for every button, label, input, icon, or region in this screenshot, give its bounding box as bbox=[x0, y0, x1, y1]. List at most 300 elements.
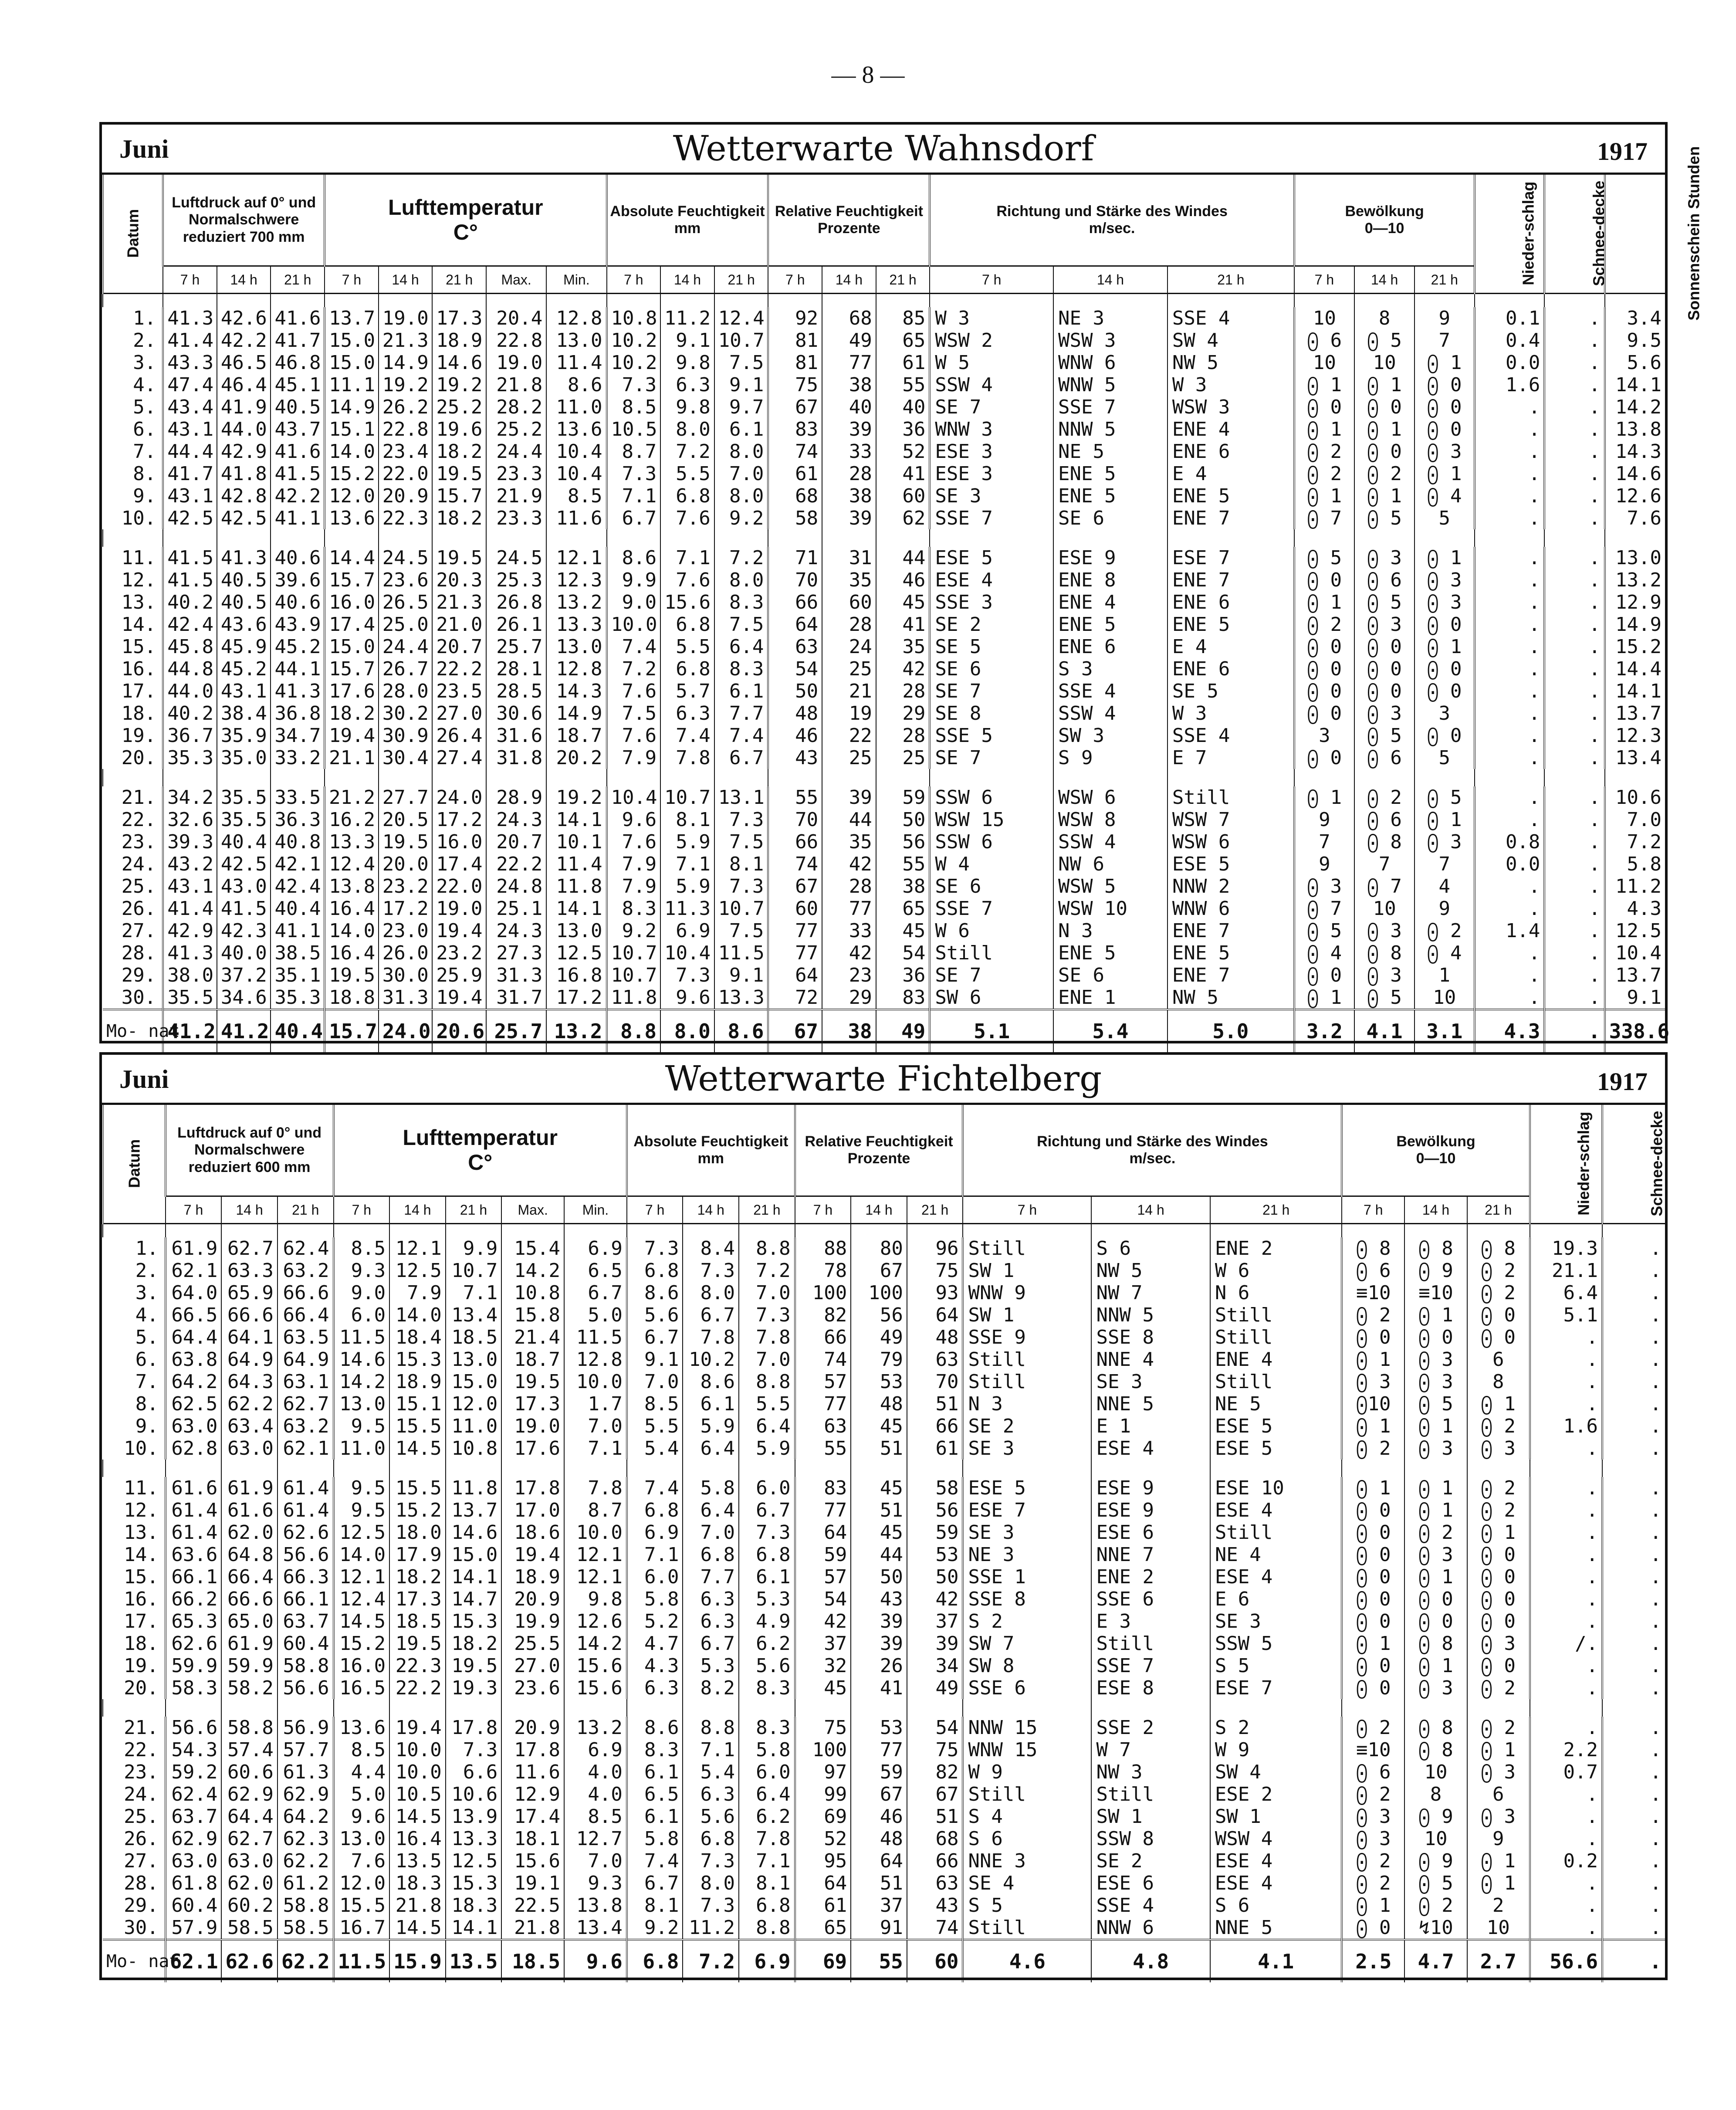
data-cell: 41 bbox=[876, 613, 930, 636]
data-cell: 58 bbox=[907, 1477, 963, 1499]
data-cell: 38 bbox=[822, 374, 876, 396]
table-row bbox=[103, 809, 1665, 831]
data-cell: 19.4 bbox=[432, 920, 486, 942]
data-cell: 24.5 bbox=[486, 547, 546, 569]
data-cell: 7.5 bbox=[714, 831, 768, 853]
data-cell: 8.1 bbox=[627, 1894, 683, 1917]
data-cell: Still bbox=[1210, 1304, 1342, 1326]
data-cell: ⨀ 1 bbox=[1467, 1739, 1530, 1761]
spacer-cell bbox=[446, 1460, 502, 1477]
spacer-cell bbox=[103, 294, 163, 308]
data-cell: 9.8 bbox=[564, 1588, 627, 1610]
spacer-cell bbox=[768, 294, 822, 308]
data-cell: ⨀ 1 bbox=[1404, 1477, 1467, 1499]
data-cell: 65 bbox=[795, 1917, 851, 1940]
data-cell: 59.9 bbox=[221, 1655, 277, 1677]
monthly-mean-cell: 20.6 bbox=[432, 1009, 486, 1052]
data-cell: 11.4 bbox=[546, 352, 606, 374]
subheader-14h: 14 h bbox=[683, 1196, 739, 1224]
data-cell: . bbox=[1530, 1521, 1602, 1544]
data-cell: ⨀ 2 bbox=[1294, 613, 1354, 636]
data-cell: 6.8 bbox=[739, 1894, 795, 1917]
day-cell: 15. bbox=[124, 1566, 159, 1588]
data-cell: . bbox=[1602, 1282, 1665, 1304]
data-cell: 38.5 bbox=[271, 942, 325, 964]
data-cell: ENE 7 bbox=[1167, 569, 1294, 591]
data-cell: 41 bbox=[851, 1677, 907, 1699]
data-cell: E 4 bbox=[1167, 463, 1294, 485]
data-cell: 42.3 bbox=[217, 920, 271, 942]
data-cell: 46 bbox=[768, 725, 822, 747]
data-cell: 17.3 bbox=[432, 307, 486, 329]
monthly-mean-cell: 6.8 bbox=[627, 1940, 683, 1982]
data-cell: 62.4 bbox=[166, 1783, 222, 1805]
spacer-cell bbox=[768, 529, 822, 547]
table-row bbox=[103, 1499, 1665, 1521]
day-cell: 21. bbox=[124, 1717, 159, 1739]
data-cell: 39 bbox=[851, 1610, 907, 1632]
data-cell: 12.8 bbox=[546, 307, 606, 329]
data-cell: 7.1 bbox=[607, 485, 661, 507]
data-cell: 25.2 bbox=[486, 418, 546, 440]
data-cell: 11.0 bbox=[334, 1437, 390, 1460]
data-cell: ⨀ 5 bbox=[1354, 329, 1415, 352]
data-cell: 61 bbox=[795, 1894, 851, 1917]
data-cell: S 5 bbox=[963, 1894, 1091, 1917]
data-cell: ⨀ 0 bbox=[1342, 1326, 1404, 1348]
data-cell: 42.9 bbox=[163, 920, 217, 942]
data-cell: 9.6 bbox=[334, 1805, 390, 1828]
data-cell: 62.9 bbox=[277, 1783, 334, 1805]
data-cell: 7.8 bbox=[739, 1828, 795, 1850]
data-cell: 66.4 bbox=[277, 1304, 334, 1326]
data-cell: Still bbox=[963, 1348, 1091, 1371]
data-cell: 55 bbox=[768, 786, 822, 809]
data-cell: 62.3 bbox=[277, 1828, 334, 1850]
data-cell: 43.3 bbox=[163, 352, 217, 374]
data-cell: ESE 3 bbox=[930, 463, 1053, 485]
subheader-21h: 21 h bbox=[907, 1196, 963, 1224]
spacer-cell bbox=[379, 294, 433, 308]
subheader-7h: 7 h bbox=[963, 1196, 1091, 1224]
data-cell: . bbox=[1544, 440, 1604, 463]
monthly-mean-cell: 338.6 bbox=[1605, 1009, 1665, 1052]
data-cell: . bbox=[1602, 1610, 1665, 1632]
monthly-mean-cell: 41.2 bbox=[163, 1009, 217, 1052]
data-cell: 26.4 bbox=[432, 725, 486, 747]
data-cell: ⨀ 8 bbox=[1354, 831, 1415, 853]
data-cell: ⨀ 3 bbox=[1404, 1677, 1467, 1699]
data-cell: 32.6 bbox=[163, 809, 217, 831]
spacer-cell bbox=[432, 529, 486, 547]
data-cell: 100 bbox=[795, 1282, 851, 1304]
data-cell: 61.4 bbox=[277, 1477, 334, 1499]
data-cell: 6.7 bbox=[607, 507, 661, 529]
data-cell: 21 bbox=[822, 680, 876, 702]
monthly-mean-cell: 4.7 bbox=[1404, 1940, 1467, 1982]
data-cell: 7 bbox=[1415, 329, 1475, 352]
data-cell: 19.4 bbox=[501, 1544, 564, 1566]
data-cell: . bbox=[1602, 1371, 1665, 1393]
data-cell: SSE 4 bbox=[1053, 680, 1167, 702]
data-cell: 6.0 bbox=[739, 1477, 795, 1499]
data-cell: 68 bbox=[907, 1828, 963, 1850]
spacer-cell bbox=[963, 1460, 1091, 1477]
data-cell: ⨀ 9 bbox=[1404, 1805, 1467, 1828]
data-cell: ⨀ 2 bbox=[1415, 920, 1475, 942]
data-cell: . bbox=[1530, 1437, 1602, 1460]
monthly-mean-cell: 40.4 bbox=[271, 1009, 325, 1052]
data-cell: 30.4 bbox=[379, 747, 433, 769]
data-cell: W 9 bbox=[963, 1761, 1091, 1783]
data-cell: . bbox=[1475, 986, 1544, 1009]
data-cell: 12.4 bbox=[714, 307, 768, 329]
data-cell: ⨀ 3 bbox=[1467, 1437, 1530, 1460]
data-cell: 41.4 bbox=[163, 898, 217, 920]
data-cell: Still bbox=[1167, 786, 1294, 809]
subheader-7h: 7 h bbox=[1342, 1196, 1404, 1224]
spacer-cell bbox=[1053, 769, 1167, 786]
data-cell: 10.8 bbox=[501, 1282, 564, 1304]
data-cell: ⨀ 0 bbox=[1354, 636, 1415, 658]
wind-header: Richtung und Stärke des Windes m/sec. bbox=[930, 175, 1294, 266]
table-row bbox=[103, 1717, 1665, 1739]
monthly-mean-cell: 41.2 bbox=[217, 1009, 271, 1052]
data-cell: 6.9 bbox=[564, 1237, 627, 1260]
data-cell: 14.9 bbox=[546, 702, 606, 725]
spacer-cell bbox=[739, 1699, 795, 1717]
abs-humidity-header: Absolute Feuchtigkeit mm bbox=[627, 1105, 795, 1196]
data-cell: ⨀ 5 bbox=[1404, 1393, 1467, 1415]
data-cell: 29 bbox=[822, 986, 876, 1009]
data-cell: 9.6 bbox=[660, 986, 714, 1009]
data-cell: 19.5 bbox=[446, 1655, 502, 1677]
spacer-cell bbox=[486, 769, 546, 786]
data-cell: 59 bbox=[907, 1521, 963, 1544]
table-row bbox=[103, 352, 1665, 374]
data-cell: 5.3 bbox=[739, 1588, 795, 1610]
data-cell: 7.0 bbox=[1605, 809, 1665, 831]
data-cell: 65.9 bbox=[221, 1282, 277, 1304]
data-cell: 7.2 bbox=[739, 1260, 795, 1282]
data-cell: 30.0 bbox=[379, 964, 433, 986]
data-cell: S 9 bbox=[1053, 747, 1167, 769]
data-cell: 14.0 bbox=[325, 440, 379, 463]
data-cell: 6.6 bbox=[446, 1761, 502, 1783]
data-cell: ⨀ 3 bbox=[1354, 702, 1415, 725]
data-cell: 67 bbox=[768, 396, 822, 418]
data-cell: 65.3 bbox=[166, 1610, 222, 1632]
data-cell: NNW 15 bbox=[963, 1717, 1091, 1739]
data-cell: 19.5 bbox=[325, 964, 379, 986]
data-cell: 26.1 bbox=[486, 613, 546, 636]
data-cell: ⨀ 2 bbox=[1467, 1477, 1530, 1499]
spacer-cell bbox=[795, 1699, 851, 1717]
data-cell: 14.1 bbox=[446, 1917, 502, 1940]
data-cell: 15.4 bbox=[501, 1237, 564, 1260]
subheader-14h: 14 h bbox=[851, 1196, 907, 1224]
data-cell: ⨀ 0 bbox=[1467, 1655, 1530, 1677]
day-cell: 3. bbox=[133, 352, 156, 374]
data-cell: 12.8 bbox=[546, 658, 606, 680]
data-cell: 5.5 bbox=[739, 1393, 795, 1415]
data-cell: 37 bbox=[851, 1894, 907, 1917]
data-cell: 18.2 bbox=[389, 1566, 446, 1588]
data-cell: SSE 2 bbox=[1091, 1717, 1210, 1739]
data-cell: NNW 2 bbox=[1167, 875, 1294, 898]
data-cell: 42.2 bbox=[271, 485, 325, 507]
data-cell: 17.6 bbox=[325, 680, 379, 702]
data-cell: ⨀ 1 bbox=[1467, 1850, 1530, 1872]
data-cell: 10.4 bbox=[546, 463, 606, 485]
subheader-14h: 14 h bbox=[379, 266, 433, 294]
data-cell: 46.5 bbox=[217, 352, 271, 374]
spacer-cell bbox=[1605, 294, 1665, 308]
data-cell: 17.2 bbox=[379, 898, 433, 920]
data-cell: W 7 bbox=[1091, 1739, 1210, 1761]
data-cell: 66.4 bbox=[221, 1566, 277, 1588]
data-cell: 15.6 bbox=[501, 1850, 564, 1872]
data-cell: 50 bbox=[876, 809, 930, 831]
monthly-means-row bbox=[103, 1009, 1665, 1052]
table-row bbox=[103, 853, 1665, 875]
data-cell: . bbox=[1544, 547, 1604, 569]
data-cell: 0.0 bbox=[1475, 853, 1544, 875]
data-cell: 35.9 bbox=[217, 725, 271, 747]
data-cell: 8.3 bbox=[714, 658, 768, 680]
data-cell: SE 2 bbox=[963, 1415, 1091, 1437]
data-cell: 15.3 bbox=[446, 1872, 502, 1894]
data-cell: 21.9 bbox=[486, 485, 546, 507]
day-cell: 19. bbox=[121, 725, 156, 747]
data-cell: 64.4 bbox=[221, 1805, 277, 1828]
day-cell: 5. bbox=[133, 396, 156, 418]
data-cell: 27.7 bbox=[379, 786, 433, 809]
data-cell: 17.8 bbox=[501, 1477, 564, 1499]
data-cell: 5.7 bbox=[660, 680, 714, 702]
data-cell: 7.6 bbox=[607, 725, 661, 747]
data-cell: 29 bbox=[876, 702, 930, 725]
data-cell: Still bbox=[1210, 1371, 1342, 1393]
data-cell: ESE 5 bbox=[1167, 853, 1294, 875]
spacer-cell bbox=[103, 1460, 166, 1477]
snow-header bbox=[1544, 175, 1608, 294]
data-cell: 19.0 bbox=[501, 1415, 564, 1437]
station-table-fichtelberg bbox=[99, 1052, 1668, 1980]
monthly-mean-cell: 4.6 bbox=[963, 1940, 1091, 1982]
monthly-mean-cell: 62.1 bbox=[166, 1940, 222, 1982]
data-cell: 20.9 bbox=[379, 485, 433, 507]
data-cell: ESE 6 bbox=[1091, 1521, 1210, 1544]
data-cell: 6.1 bbox=[714, 418, 768, 440]
data-cell: 39.6 bbox=[271, 569, 325, 591]
data-cell: 5.6 bbox=[627, 1304, 683, 1326]
data-cell: . bbox=[1475, 507, 1544, 529]
data-cell: ⨀ 1 bbox=[1415, 463, 1475, 485]
data-cell: SW 1 bbox=[963, 1260, 1091, 1282]
data-cell: 51 bbox=[851, 1437, 907, 1460]
data-cell: 79 bbox=[851, 1348, 907, 1371]
data-cell: 8.0 bbox=[714, 440, 768, 463]
data-cell: ⨀ 0 bbox=[1342, 1917, 1404, 1940]
data-cell: . bbox=[1544, 307, 1604, 329]
data-cell: 23.5 bbox=[432, 680, 486, 702]
station-title-bar bbox=[102, 1055, 1665, 1105]
data-cell: NNW 5 bbox=[1091, 1304, 1210, 1326]
spacer-cell bbox=[1544, 529, 1604, 547]
data-cell: ⨀ 3 bbox=[1404, 1437, 1467, 1460]
data-cell: 61.8 bbox=[166, 1872, 222, 1894]
data-cell: 77 bbox=[795, 1499, 851, 1521]
data-cell: . bbox=[1544, 569, 1604, 591]
data-cell: 74 bbox=[795, 1348, 851, 1371]
day-cell: 24. bbox=[121, 853, 156, 875]
data-cell: ⨀ 2 bbox=[1354, 463, 1415, 485]
cloud-header: Bewölkung 0—10 bbox=[1294, 175, 1475, 266]
day-cell: 4. bbox=[135, 1304, 159, 1326]
data-cell: SSE 8 bbox=[963, 1588, 1091, 1610]
data-cell: NE 5 bbox=[1053, 440, 1167, 463]
snow-header-text: Schnee-decke bbox=[1590, 181, 1608, 287]
data-cell: 6.7 bbox=[683, 1632, 739, 1655]
data-cell: 25.3 bbox=[486, 569, 546, 591]
data-cell: 74 bbox=[907, 1917, 963, 1940]
data-cell: 25 bbox=[822, 658, 876, 680]
day-cell: 7. bbox=[133, 440, 156, 463]
data-cell: 15.2 bbox=[325, 463, 379, 485]
data-cell: . bbox=[1544, 329, 1604, 352]
spacer-cell bbox=[501, 1699, 564, 1717]
data-cell: 45 bbox=[876, 591, 930, 613]
data-cell: 22 bbox=[822, 725, 876, 747]
data-cell: SSE 9 bbox=[963, 1326, 1091, 1348]
data-cell: ENE 4 bbox=[1210, 1348, 1342, 1371]
data-cell: . bbox=[1530, 1610, 1602, 1632]
data-cell: 15.2 bbox=[1605, 636, 1665, 658]
data-cell: 64 bbox=[795, 1872, 851, 1894]
data-cell: 64.3 bbox=[221, 1371, 277, 1393]
data-cell: 42.4 bbox=[271, 875, 325, 898]
data-cell: 10.0 bbox=[607, 613, 661, 636]
data-cell: 60 bbox=[876, 485, 930, 507]
data-cell: 56.6 bbox=[277, 1544, 334, 1566]
day-cell: 7. bbox=[135, 1371, 159, 1393]
day-cell: 28. bbox=[124, 1872, 159, 1894]
data-cell: 16.0 bbox=[325, 591, 379, 613]
data-cell: 13.4 bbox=[564, 1917, 627, 1940]
data-cell: SE 2 bbox=[930, 613, 1053, 636]
data-cell: 33 bbox=[822, 920, 876, 942]
data-cell: 60.4 bbox=[277, 1632, 334, 1655]
data-cell: 13.3 bbox=[546, 613, 606, 636]
data-cell: . bbox=[1602, 1655, 1665, 1677]
data-cell: SSW 8 bbox=[1091, 1828, 1210, 1850]
data-cell: 61.4 bbox=[277, 1499, 334, 1521]
data-cell: 6.8 bbox=[683, 1544, 739, 1566]
table-row bbox=[103, 1544, 1665, 1566]
data-cell: 9.5 bbox=[334, 1477, 390, 1499]
station-table-wahnsdorf bbox=[99, 122, 1702, 1043]
data-cell: ⨀ 3 bbox=[1415, 569, 1475, 591]
table-row bbox=[103, 942, 1665, 964]
data-cell: 68 bbox=[822, 307, 876, 329]
monthly-mean-cell: 15.9 bbox=[389, 1940, 446, 1982]
data-cell: 42 bbox=[876, 658, 930, 680]
data-cell: . bbox=[1475, 964, 1544, 986]
monthly-mean-cell: 4.1 bbox=[1210, 1940, 1342, 1982]
day-cell: 28. bbox=[121, 942, 156, 964]
data-cell: 13.0 bbox=[1605, 547, 1665, 569]
table-row bbox=[103, 1415, 1665, 1437]
data-cell: 5.8 bbox=[627, 1588, 683, 1610]
data-cell: . bbox=[1530, 1783, 1602, 1805]
data-cell: 10.0 bbox=[389, 1761, 446, 1783]
data-cell: ⨀ 0 bbox=[1342, 1655, 1404, 1677]
spacer-cell bbox=[739, 1460, 795, 1477]
table-row bbox=[103, 418, 1665, 440]
data-cell: . bbox=[1530, 1805, 1602, 1828]
data-cell: ⨀ 0 bbox=[1294, 396, 1354, 418]
data-cell: 8.5 bbox=[334, 1739, 390, 1761]
data-cell: /. bbox=[1530, 1632, 1602, 1655]
data-cell: 18.5 bbox=[389, 1610, 446, 1632]
data-cell: 64 bbox=[768, 964, 822, 986]
data-cell: 62.7 bbox=[221, 1237, 277, 1260]
data-cell: 11.2 bbox=[660, 307, 714, 329]
day-cell: 22. bbox=[121, 809, 156, 831]
monthly-mean-cell: 4.1 bbox=[1354, 1009, 1415, 1052]
spacer-cell bbox=[1602, 1224, 1665, 1238]
data-cell: 10.5 bbox=[389, 1783, 446, 1805]
data-cell: 6.4 bbox=[683, 1437, 739, 1460]
data-cell: 6.3 bbox=[683, 1783, 739, 1805]
data-cell: 64.8 bbox=[221, 1544, 277, 1566]
data-cell: . bbox=[1602, 1393, 1665, 1415]
data-cell: 7.1 bbox=[660, 853, 714, 875]
data-cell: 10.1 bbox=[546, 831, 606, 853]
data-cell: . bbox=[1602, 1894, 1665, 1917]
spacer-cell bbox=[607, 529, 661, 547]
station-title-bar bbox=[102, 125, 1665, 175]
day-cell: 23. bbox=[124, 1761, 159, 1783]
data-cell: ⨀ 0 bbox=[1294, 964, 1354, 986]
spacer-cell bbox=[683, 1699, 739, 1717]
data-cell: SSE 5 bbox=[930, 725, 1053, 747]
data-cell: ⨀ 2 bbox=[1467, 1499, 1530, 1521]
data-cell: 6.3 bbox=[660, 374, 714, 396]
data-cell: 15.3 bbox=[446, 1610, 502, 1632]
spacer-cell bbox=[166, 1460, 222, 1477]
data-cell: 18.6 bbox=[501, 1521, 564, 1544]
data-cell: 7.0 bbox=[714, 463, 768, 485]
data-cell: 13.0 bbox=[546, 329, 606, 352]
data-cell: 16.4 bbox=[325, 942, 379, 964]
data-cell: . bbox=[1602, 1477, 1665, 1499]
data-cell: 7.9 bbox=[607, 853, 661, 875]
data-cell: ⨀ 8 bbox=[1404, 1237, 1467, 1260]
data-cell: 42.1 bbox=[271, 853, 325, 875]
data-cell: 13.7 bbox=[1605, 702, 1665, 725]
data-cell: WNW 9 bbox=[963, 1282, 1091, 1304]
day-cell: 8. bbox=[133, 463, 156, 485]
data-cell: 30.9 bbox=[379, 725, 433, 747]
data-cell: 12.8 bbox=[564, 1348, 627, 1371]
data-cell: 7.4 bbox=[660, 725, 714, 747]
data-cell: 6.8 bbox=[683, 1828, 739, 1850]
data-cell: 63 bbox=[768, 636, 822, 658]
data-cell: ESE 7 bbox=[1210, 1677, 1342, 1699]
spacer-cell bbox=[432, 294, 486, 308]
